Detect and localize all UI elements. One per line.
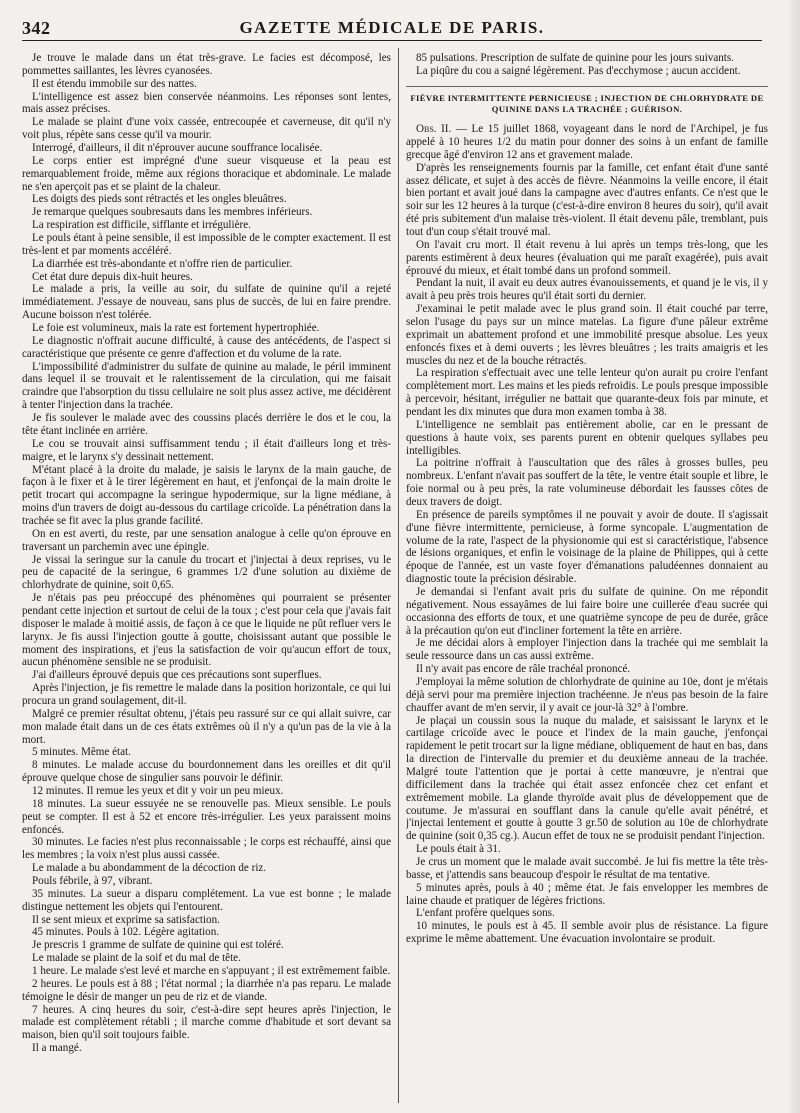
paragraph: 5 minutes. Même état. <box>32 746 131 759</box>
paragraph: 2 heures. Le pouls est à 88 ; l'état normal ; la diarrhée n'a pas reparu. Le malade témoigne le désir de manger un peu de riz et de viande. <box>22 977 391 1003</box>
paragraph: J'examinai le petit malade avec le plus grand soin. Il était couché par terre, selon l'usage du pays sur un mince matelas. La figure d'une pâleur extrême exprimait un abattement profond et une immobilité presque absolue. Les yeux enfoncés fixes et à demi ouverts ; les lèvres bleuâtres ; les traits amaigris et les muscles du nez et de la bouche rétractés. <box>406 303 768 367</box>
journal-title: GAZETTE MÉDICALE DE PARIS. <box>239 18 545 37</box>
paragraph: 12 minutes. Il remue les yeux et dit y voir un peu mieux. <box>32 784 284 797</box>
paragraph: 18 minutes. La sueur essuyée ne se renouvelle pas. Mieux sensible. Le pouls peut se compter. Il est à 52 et encore très-irrégulier. Les yeux paraissent moins enfoncés. <box>22 797 391 836</box>
paragraph: 1 heure. Le malade s'est levé et marche en s'appuyant ; il est extrêmement faible. <box>32 965 391 978</box>
paragraph: Il se sent mieux et exprime sa satisfaction. <box>32 913 220 926</box>
paragraph: Pouls fébrile, à 97, vibrant. <box>32 875 153 887</box>
paragraph: J'ai d'ailleurs éprouvé depuis que ces précautions sont superflues. <box>32 669 322 682</box>
paragraph: Je fis soulever le malade avec des coussins placés derrière le dos et le cou, la tête étant inclinée en arrière. <box>22 412 391 437</box>
page-header <box>22 18 762 41</box>
observation-first: — Le 15 juillet 1868, voyageant dans le nord de l'Archipel, je fus appelé à 10 heures 1/2 du matin pour donner des soins à un enfant de famille grecque âgé d'environ 12 ans et gravement malade. <box>406 123 768 161</box>
left-column <box>22 52 391 1102</box>
paragraph: L'enfant profère quelques sons. <box>416 907 555 920</box>
paragraph: Le malade a pris, la veille au soir, du sulfate de quinine qu'il a rejeté immédiatement. J'essaye de nouveau, sans plus de succès, de lui en faire prendre. Aucune boisson n'est tolérée. <box>22 283 391 322</box>
paragraph: Le malade se plaint d'une voix cassée, entrecoupée et caverneuse, dit qu'il n'y voit plus, répète sans cesse qu'il va mourir. <box>22 116 391 142</box>
observation-label: Obs. II. <box>416 123 452 136</box>
paragraph: Je trouve le malade dans un état très-grave. Le facies est décomposé, les pommettes saillantes, les lèvres cyanosées. <box>22 52 391 77</box>
paragraph: Il a mangé. <box>32 1042 82 1055</box>
paragraph: L'intelligence est assez bien conservée néanmoins. Les réponses sont lentes, mais assez précises. <box>22 90 391 116</box>
paragraph: Cet état dure depuis dix-huit heures. <box>32 270 193 283</box>
paragraph: Je crus un moment que le malade avait succombé. Je lui fis mettre la tête très-basse, et j'attendis sans beaucoup d'espoir le résultat de ma tentative. <box>406 856 768 881</box>
paragraph: Je remarque quelques soubresauts dans les membres inférieurs. <box>32 206 313 219</box>
observation-paragraph <box>406 123 768 162</box>
paragraph: 85 pulsations. Prescription de sulfate de quinine pour les jours suivants. <box>416 52 734 64</box>
paragraph: 5 minutes après, pouls à 40 ; même état. Je fais envelopper les membres de laine chaude et pratiquer de légères frictions. <box>406 881 768 907</box>
paragraph: Le cou se trouvait ainsi suffisamment tendu ; il était d'ailleurs long et très-maigre, et le larynx s'y dessinait nettement. <box>22 437 391 463</box>
right-column-top <box>406 52 768 78</box>
paragraph: La respiration s'effectuait avec une telle lenteur qu'on aurait pu croire l'enfant complètement mort. Les mains et les pieds refroidis. Le pouls presque impossible à percevoir, hésitant, irrégulier ne battait que quarante-deux fois par minute, et pendant les dix minutes que dura mon examen tomba à 38. <box>406 367 768 418</box>
paragraph: La diarrhée est très-abondante et n'offre rien de particulier. <box>32 257 293 270</box>
paragraph: 8 minutes. Le malade accuse du bourdonnement dans les oreilles et dit qu'il éprouve quelque chose de singulier sans pouvoir le définir. <box>22 759 391 785</box>
column-divider <box>398 48 399 1103</box>
paragraph: La respiration est difficile, sifflante et irrégulière. <box>32 219 251 232</box>
paragraph: Je vissai la seringue sur la canule du trocart et j'injectai à deux reprises, vu le peu de capacité de la seringue, 6 grammes 1/2 d'une solution au dixième de chlorhydrate de quinine, soit 0,65. <box>22 553 391 592</box>
paragraph: J'employai la même solution de chlorhydrate de quinine au 10e, dont je m'étais déjà servi pour ma première injection trachéenne. Je n'eus pas besoin de la faire chauffer avant de m'en servir, il y avait ce jour-là 32° à l'ombre. <box>406 676 768 714</box>
right-column-body <box>406 162 768 946</box>
paragraph: Pendant la nuit, il avait eu deux autres évanouissements, et quand je le vis, il y avait à peu près trois heures qu'il était sorti du dernier. <box>406 277 768 303</box>
paragraph: 30 minutes. Le facies n'est plus reconnaissable ; le corps est réchauffé, ainsi que les membres ; la voix n'est plus aussi cassée. <box>22 836 391 862</box>
paragraph: 35 minutes. La sueur a disparu complétement. La vue est bonne ; le malade distingue nettement les objets qui l'entourent. <box>22 887 391 913</box>
paragraph: Le foie est volumineux, mais la rate est fortement hypertrophiée. <box>32 322 320 335</box>
paragraph: 10 minutes, le pouls est à 45. Il semble avoir plus de résistance. La figure exprime le même abattement. Une évacuation involontaire se produit. <box>406 920 768 946</box>
paragraph: Le malade a bu abondamment de la décoction de riz. <box>32 862 267 875</box>
paragraph: Le pouls était à 31. <box>416 843 501 856</box>
paragraph: 7 heures. A cinq heures du soir, c'est-à-dire sept heures après l'injection, le malade est complètement rétabli ; il marche comme d'habitude et sort devant sa maison, bien qu'il soit toujours faible. <box>22 1003 391 1042</box>
paragraph: On l'avait cru mort. Il était revenu à lui après un temps très-long, que les parents estimèrent à deux heures (évaluation qui me paraît exagérée), puis avait éprouvé du mieux, et était tombé dans un profond sommeil. <box>406 238 768 277</box>
paragraph: Je demandai si l'enfant avait pris du sulfate de quinine. On me répondit négativement. Nous essayâmes de lui faire boire une cuillerée d'eau sucrée qui occasionna des efforts de toux, et une quatrième syncope de peu de durée, grâce à la précaution qu'on eut d'incliner fortement la tête en arrière. <box>406 586 768 637</box>
page-edge-shadow <box>786 0 800 1113</box>
paragraph: Interrogé, d'ailleurs, il dit n'éprouver aucune souffrance localisée. <box>32 142 323 155</box>
paragraph: L'impossibilité d'administrer du sulfate de quinine au malade, le péril imminent dans lequel il se trouvait et le ralentissement de la circulation, qui me faisait craindre que l'absorption du tissu cellulaire ne soit plus assez active, me décidèrent à tenter l'injection dans la trachée. <box>22 360 391 412</box>
paragraph: Le corps entier est imprégné d'une sueur visqueuse et la peau est remarquablement froide, même aux régions thoracique et abdominale. Le malade ne s'en aperçoit pas et se plaint de la chaleur. <box>22 154 391 193</box>
paragraph: Malgré ce premier résultat obtenu, j'étais peu rassuré sur ce qui allait suivre, car mon malade était dans un de ces états extrêmes où il n'y a qu'un pas de la vie à la mort. <box>22 707 391 746</box>
paragraph: Les doigts des pieds sont rétractés et les ongles bleuâtres. <box>32 193 287 206</box>
paragraph: Je plaçai un coussin sous la nuque du malade, et saisissant le larynx et le cartilage cricoïde avec le pouce et l'index de la main gauche, j'enfonçai rapidement le petit trocart sur la ligne médiane, obliquement de haut en bas, dans la direction de l'intervalle du premier et du deuxième anneau de la trachée. Malgré toute l'attention que je portai à cette manœuvre, je n'entrai que difficilement dans la trachée qui était assez enfoncée chez cet enfant et extrêmement mobile. La glande thyroïde avait plus de développement que de coutume. Je m'assurai en soufflant dans la canule qu'elle avait pénétré, et j'injectai lentement et goutte à goutte 3 gr.50 de solution au 10e de chlorhydrate de quinine (soit 0,35 cg.). Aucun effet de toux ne se produisit pendant l'injection. <box>406 714 768 843</box>
paragraph: Il est étendu immobile sur des nattes. <box>32 77 197 90</box>
paragraph: Je prescris 1 gramme de sulfate de quinine qui est toléré. <box>32 939 284 952</box>
paragraph: Le diagnostic n'offrait aucune difficulté, à cause des antécédents, de l'aspect si caractéristique que présente ce genre d'affection et du volume de la rate. <box>22 334 391 360</box>
paragraph: La poitrine n'offrait à l'auscultation que des râles à grosses bulles, peu nombreux. L'enfant n'avait pas souffert de la tête, le ventre était souple et libre, le foie normal ou à peu près, la rate volumineuse débordait les fausses côtes de deux travers de doigt. <box>406 457 768 508</box>
page-number: 342 <box>22 18 51 38</box>
paragraph: L'intelligence ne semblait pas entièrement abolie, car en le pressant de questions à haute voix, ses parents purent en obtenir quelques syllabes peu intelligibles. <box>406 418 768 457</box>
right-column <box>406 52 768 1102</box>
paragraph: Il n'y avait pas encore de râle trachéal prononcé. <box>416 663 631 676</box>
paragraph: Le malade se plaint de la soif et du mal de tête. <box>32 952 241 965</box>
paragraph: Je n'étais pas peu préoccupé des phénomènes qui pourraient se présenter pendant cette injection et surtout de celui de la toux ; c'est pour cela que j'avais fait disposer le malade à moitié assis, de façon à ce que le liquide ne pût refluer vers le larynx. Je fis aussi l'injection goutte à goutte, choisissant autant que possible le moment des inspirations, et j'eus la satisfaction de voir qu'aucun effort de toux, aucun phénomène sensible ne se produisit. <box>22 592 391 669</box>
paragraph: D'après les renseignements fournis par la famille, cet enfant était d'une santé assez délicate, et sujet à des accès de fièvre. Néanmoins la veille encore, il était bien portant et avait joué dans la campagne avec d'autres enfants. Ce n'est que le soir sur les 12 heures à la turque (c'est-à-dire environ 8 heures du soir), qu'il avait été pris subitement d'un malaise très-violent. Il était devenu pâle, tremblant, puis tout d'un coup s'était trouvé mal. <box>406 161 768 238</box>
paragraph: Le pouls étant à peine sensible, il est impossible de le compter exactement. Il est très-lent et par moments accéléré. <box>22 232 391 257</box>
paragraph: On en est averti, du reste, par une sensation analogue à celle qu'on éprouve en traversant un parchemin avec une épingle. <box>22 527 391 553</box>
paragraph: La piqûre du cou a saigné légèrement. Pas d'ecchymose ; aucun accident. <box>416 64 741 77</box>
paragraph: En présence de pareils symptômes il ne pouvait y avoir de doute. Il s'agissait d'une fièvre intermittente, pernicieuse, à forme syncopale. L'augmentation de volume de la rate, l'aspect de la physionomie qui est si caractéristique, l'absence de lésions organiques, et enfin le voisinage de la plaine de Philippes, qui à cette époque de l'année, est un vaste foyer d'émanations paludéennes donnaient au diagnostic toute la précision désirable. <box>406 508 768 586</box>
paragraph: 45 minutes. Pouls à 102. Légère agitation. <box>32 926 220 939</box>
paragraph: M'étant placé à la droite du malade, je saisis le larynx de la main gauche, de façon à le fixer et à le tirer légèrement en haut, et j'enfonçai de la main droite le petit trocart qui accompagne la seringue hypodermique, sur la ligne médiane, à moins d'un travers de doigt au-dessous du cartilage cricoïde. La pénétration dans la trachée se fit avec la plus grande facilité. <box>22 463 391 527</box>
paragraph: Je me décidai alors à employer l'injection dans la trachée qui me semblait la seule ressource dans un cas aussi extrême. <box>406 637 768 663</box>
section-title: FIÈVRE INTERMITTENTE PERNICIEUSE ; INJECTION DE CHLORHYDRATE DE QUININE DANS LA TRACHÉE ; GUÉRISON. <box>406 86 768 115</box>
paragraph: Après l'injection, je fis remettre le malade dans la position horizontale, ce qui lui procura un grand soulagement, dit-il. <box>22 682 391 707</box>
